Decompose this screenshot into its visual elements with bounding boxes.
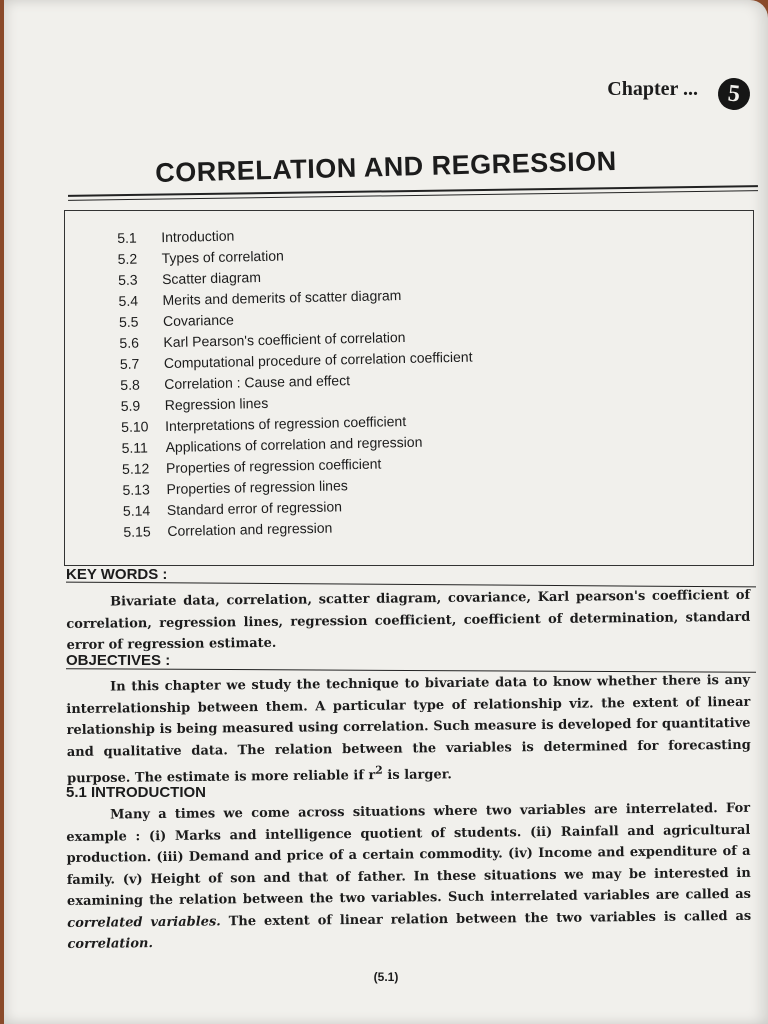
- toc-item-title: Introduction: [161, 227, 235, 245]
- toc-item-number: 5.8: [120, 376, 140, 393]
- toc-item-title: Covariance: [162, 311, 234, 329]
- toc-item-title: Properties of regression lines: [166, 476, 348, 497]
- toc-item-title: Properties of regression coefficient: [165, 455, 382, 476]
- objectives-body: In this chapter we study the technique to bivariate data to know whether there is any interrelationship between them. A particular type of relationship viz. the extent of linear relationship is being measured using correlation. Such measure is developed for quantitative and qualitative data. The relation between the variables is determined for forecasting purpose. The estimate is more reliable if r: [66, 672, 751, 787]
- toc-item-number: 5.2: [117, 250, 138, 267]
- page-number: (5.1): [373, 970, 399, 984]
- toc-item-title: Merits and demerits of scatter diagram: [162, 286, 402, 308]
- toc-item-title: Computational procedure of correlation coefficient: [163, 348, 473, 371]
- toc-item-number: 5.4: [118, 292, 139, 309]
- key-words-heading: KEY WORDS :: [66, 566, 168, 583]
- chapter-title: CORRELATION AND REGRESSION: [154, 145, 618, 189]
- toc-item-title: Scatter diagram: [161, 268, 262, 287]
- toc-item-number: 5.12: [121, 459, 150, 477]
- table-of-contents: [64, 210, 754, 566]
- introduction-heading: 5.1 INTRODUCTION: [66, 784, 207, 801]
- key-words-text: [66, 585, 751, 657]
- correlated-variables-term: correlated variables.: [67, 913, 221, 931]
- toc-item-number: 5.13: [122, 480, 150, 498]
- chapter-label: Chapter ...: [607, 78, 698, 100]
- toc-item-number: 5.14: [122, 501, 151, 519]
- objectives-body-end: is larger.: [382, 767, 452, 784]
- r-squared-superscript: 2: [375, 763, 383, 777]
- toc-item-title: Standard error of regression: [166, 497, 343, 518]
- toc-item-number: 5.9: [120, 397, 141, 414]
- toc-item-number: 5.5: [118, 313, 139, 330]
- introduction-body: Many a times we come across situations where two variables are interrelated. For example : (i) Marks and intelligence quotient of students. (ii) Rainfall and agricultural production. (iii) Demand and price of a certain commodity. (iv) Income and expenditure of a family. (v) Height of son and that of father. In these situations we may be interested in examining the relation between the two variables. Such interrelated variables are called as: [66, 800, 752, 909]
- toc-list: [117, 220, 476, 542]
- toc-item-number: 5.15: [123, 522, 151, 540]
- toc-item-number: 5.1: [117, 229, 137, 246]
- toc-item-number: 5.10: [121, 417, 149, 435]
- objectives-text: [66, 670, 751, 790]
- toc-item-number: 5.11: [121, 438, 148, 456]
- key-words-body: Bivariate data, correlation, scatter diagram, covariance, Karl pearson's coefficient of correlation, regression lines, regression coefficient, coefficient of determination, standard error of regression estimate.: [66, 587, 751, 653]
- toc-item-title: Types of correlation: [161, 247, 284, 266]
- introduction-text: [66, 798, 752, 956]
- introduction-body-mid: The extent of linear relation between the two variables is called as: [220, 908, 752, 929]
- toc-item-title: Regression lines: [164, 394, 269, 413]
- objectives-heading: OBJECTIVES :: [66, 652, 171, 669]
- chapter-number-badge: 5: [716, 76, 751, 111]
- toc-item-title: Applications of correlation and regression: [165, 433, 423, 455]
- correlation-term: correlation.: [67, 936, 154, 952]
- toc-item-title: Interpretations of regression coefficient: [165, 412, 407, 434]
- toc-item-number: 5.3: [117, 271, 138, 288]
- toc-item-number: 5.6: [119, 334, 140, 351]
- toc-item-title: Correlation : Cause and effect: [164, 371, 351, 392]
- toc-item-title: Correlation and regression: [167, 519, 333, 539]
- toc-item-title: Karl Pearson's coefficient of correlation: [163, 328, 406, 350]
- book-page: [4, 0, 768, 1024]
- toc-item-number: 5.7: [119, 355, 140, 372]
